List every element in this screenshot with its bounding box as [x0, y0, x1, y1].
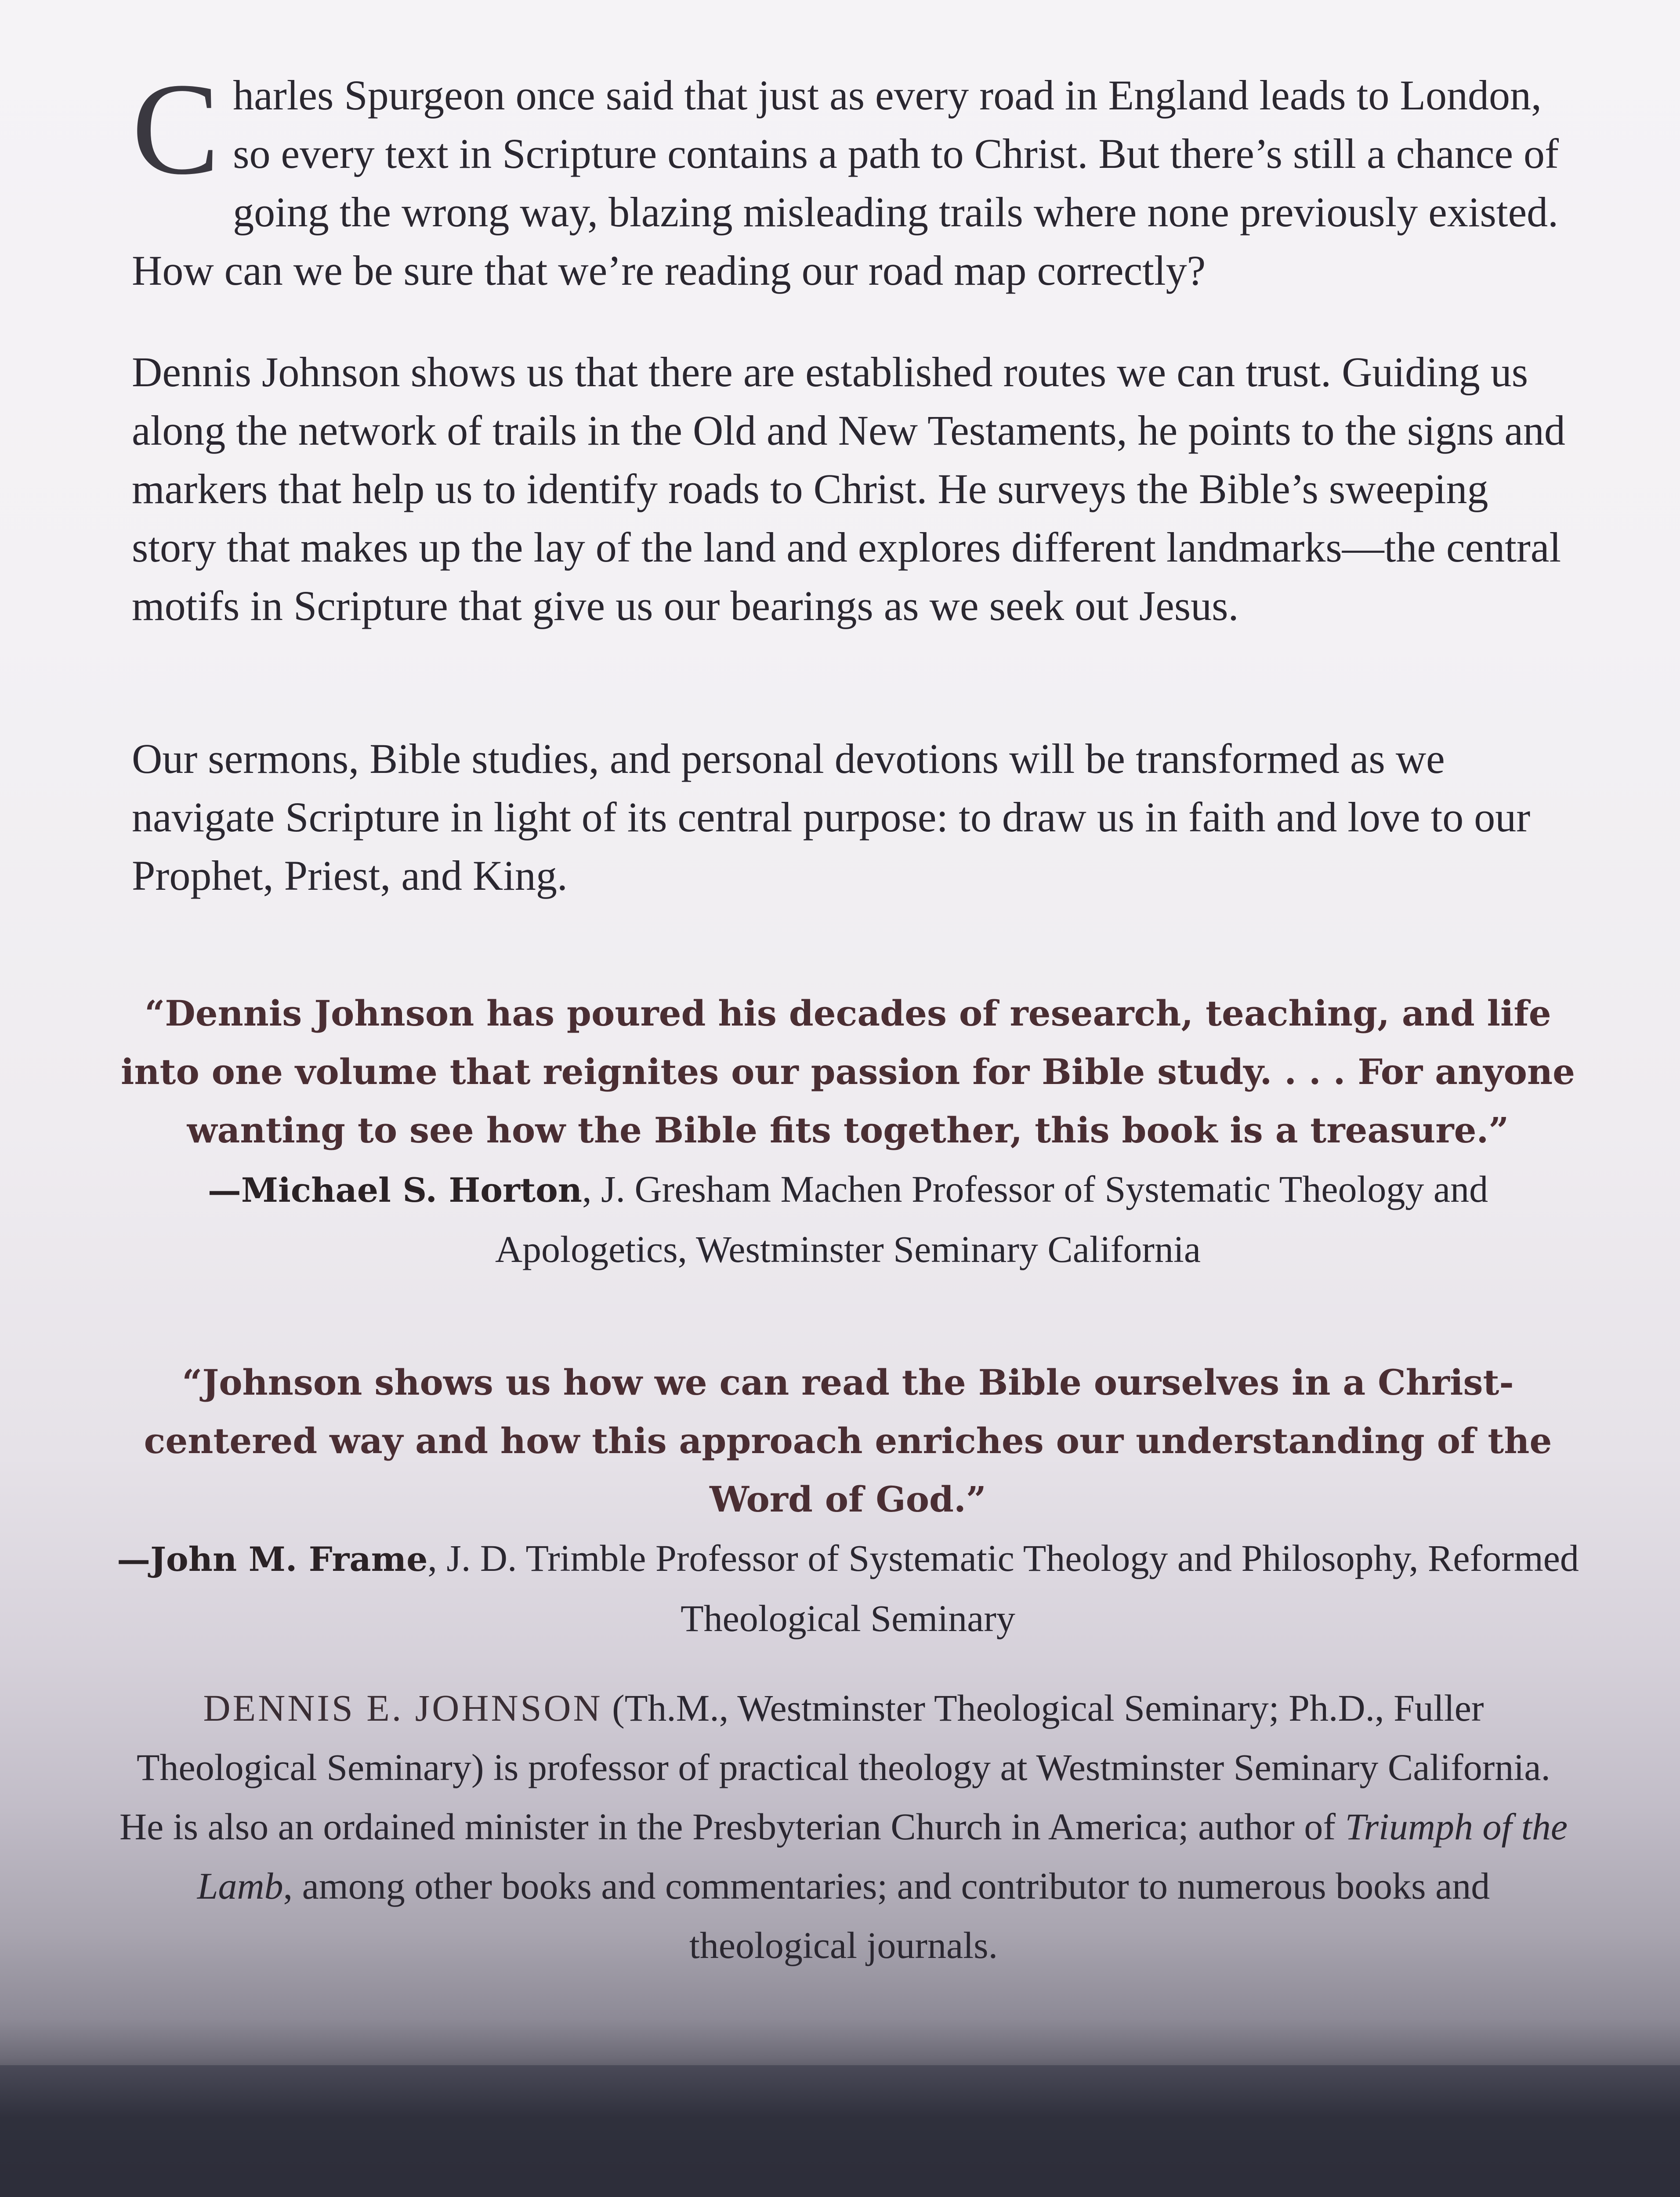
endorser-name: —John M. Frame: [117, 1540, 428, 1579]
endorser-title: , J. Gresham Machen Professor of Systematic Theology and Apologetics, Westminster Seminary California: [495, 1168, 1488, 1270]
blurb-paragraph-2: [132, 343, 1582, 635]
endorsement-quote: “Dennis Johnson has poured his decades of research, teaching, and life into one volume that reignites our passion for Bible study. . . . For anyone wanting to see how the Bible fits together, this book is a treasure.”: [120, 993, 1575, 1151]
endorser-name: —Michael S. Horton: [207, 1171, 583, 1210]
endorser-title: , J. D. Trimble Professor of Systematic Theology and Philosophy, Reformed Theological Seminary: [427, 1537, 1579, 1639]
endorsement-quote: “Johnson shows us how we can read the Bible ourselves in a Christ-centered way and how this approach enriches our understanding of the Word of God.”: [144, 1362, 1552, 1520]
bio-text-2: , among other books and commentaries; and contributor to numerous books and theological journals.: [283, 1865, 1490, 1966]
author-name: DENNIS E. JOHNSON: [203, 1687, 603, 1729]
blurb-paragraph-3: [132, 729, 1582, 905]
dark-sea-band: [0, 2065, 1680, 2197]
blurb-paragraph-1: [132, 56, 1582, 300]
drop-cap: C: [132, 56, 220, 202]
blurb-text-3: Our sermons, Bible studies, and personal devotions will be transformed as we navigate Scripture in light of its central purpose: to draw us in faith and love to our Prophet, Priest, and King.: [132, 735, 1531, 899]
blurb-text-1: harles Spurgeon once said that just as every road in England leads to London, so every text in Scripture contains a path to Christ. But there’s still a chance of going the wrong way, blazing misleading trails where none previously existed. How can we be sure that we’re reading our road map correctly?: [132, 72, 1559, 294]
author-bio: [119, 1679, 1568, 1975]
book-title: Triumph of the Lamb: [197, 1805, 1568, 1907]
bio-text-1: (Th.M., Westminster Theological Seminary; Ph.D., Fuller Theological Seminary) is professor of practical theology at Westminster Seminary California. He is also an ordained minister in the Presbyterian Church in America; author of: [119, 1687, 1550, 1848]
endorsement-attribution: [114, 1160, 1582, 1279]
endorsement-horton: [114, 984, 1582, 1279]
endorsement-frame: [114, 1353, 1582, 1648]
blurb-text-2: Dennis Johnson shows us that there are established routes we can trust. Guiding us along the network of trails in the Old and New Testaments, he points to the signs and markers that help us to identify roads to Christ. He surveys the Bible’s sweeping story that makes up the lay of the land and explores different landmarks—the central motifs in Scripture that give us our bearings as we seek out Jesus.: [132, 348, 1565, 629]
endorsement-attribution: [114, 1529, 1582, 1648]
